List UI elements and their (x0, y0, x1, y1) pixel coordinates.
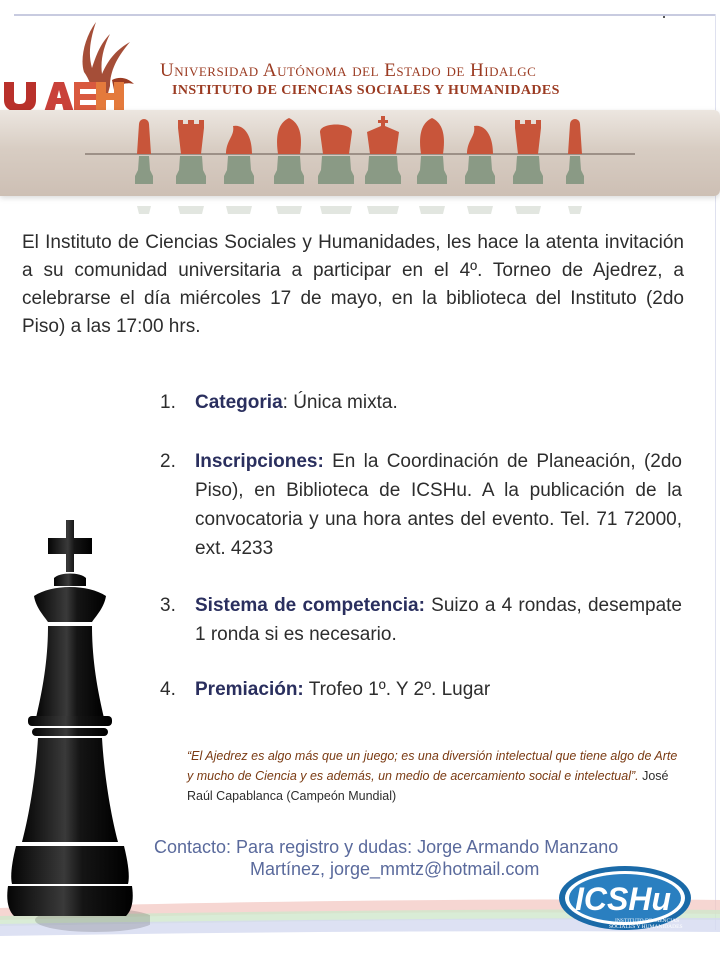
item-text: En la Coordinación de Planeación, (2do Piso), en Biblioteca de ICSHu. A la publicación de la convocatoria y una hora antes del evento. Tel. 71 72000, ext. 4233 (195, 451, 682, 559)
rook-icon (513, 120, 543, 214)
queen-icon (318, 125, 354, 215)
item-text: Única mixta. (287, 392, 398, 413)
pawn-icon (566, 119, 584, 214)
knight-icon (224, 126, 254, 214)
item-text: Suizo a 4 rondas, desempate 1 ronda si es necesario. (195, 595, 682, 645)
icshu-caption-2: SOCIALES Y HUMANIDADES (609, 924, 683, 930)
item-text: Trofeo 1º. Y 2º. Lugar (303, 679, 491, 700)
item-number: 2. (160, 451, 176, 472)
institute-name: INSTITUTO DE CIENCIAS SOCIALES Y HUMANIDADES (172, 83, 560, 98)
bishop-icon (417, 118, 447, 214)
king-icon (365, 116, 401, 214)
contact-line-1: Contacto: Para registro y dudas: Jorge Armando Manzano (154, 837, 619, 857)
quote-author: José Raúl Capablanca (Campeón Mundial) (187, 769, 669, 803)
icshu-caption-1: INSTITUTO DE CIENCIAS (615, 918, 680, 924)
king-piece (0, 512, 150, 940)
item-label: Premiación: (195, 679, 304, 700)
rook-icon (176, 120, 206, 214)
item-number: 3. (160, 595, 176, 616)
intro-paragraph: El Instituto de Ciencias Sociales y Humanidades, les hace la atenta invitación a su comunidad universitaria a participar en el 4º. Torneo de Ajedrez, a celebrarse el día miércoles 17 de mayo, en la biblioteca del Instituto (2do Piso) a las 17:00 hrs. (22, 232, 684, 337)
item-label: Inscripciones: (195, 451, 324, 472)
university-name: Universidad Autónoma del Estado de Hidalgc (160, 60, 537, 81)
icshu-logo-text: ICSHu (575, 881, 671, 917)
icshu-logo (555, 862, 695, 940)
pawn-icon (135, 119, 153, 214)
knight-icon (465, 126, 495, 214)
dot-mark (663, 16, 665, 18)
uaeh-letters (4, 82, 124, 112)
quote-text: “El Ajedrez es algo más que un juego; es una diversión intelectual que tiene algo de Arte y mucho de Ciencia y es además, un medio de acercamiento social e intelectual”. (187, 749, 678, 783)
uaeh-logo (0, 20, 160, 112)
item-label: Categoria (195, 392, 283, 413)
item-sep: : (282, 392, 288, 413)
contact-line-2: Martínez, jorge_mmtz@hotmail.com (250, 859, 540, 879)
bishop-icon (274, 118, 304, 214)
capablanca-quote (187, 746, 685, 806)
item-number: 1. (160, 392, 176, 413)
top-border (14, 14, 716, 16)
item-number: 4. (160, 679, 176, 700)
chess-pieces-banner (0, 110, 720, 220)
item-label: Sistema de competencia: (195, 595, 425, 616)
